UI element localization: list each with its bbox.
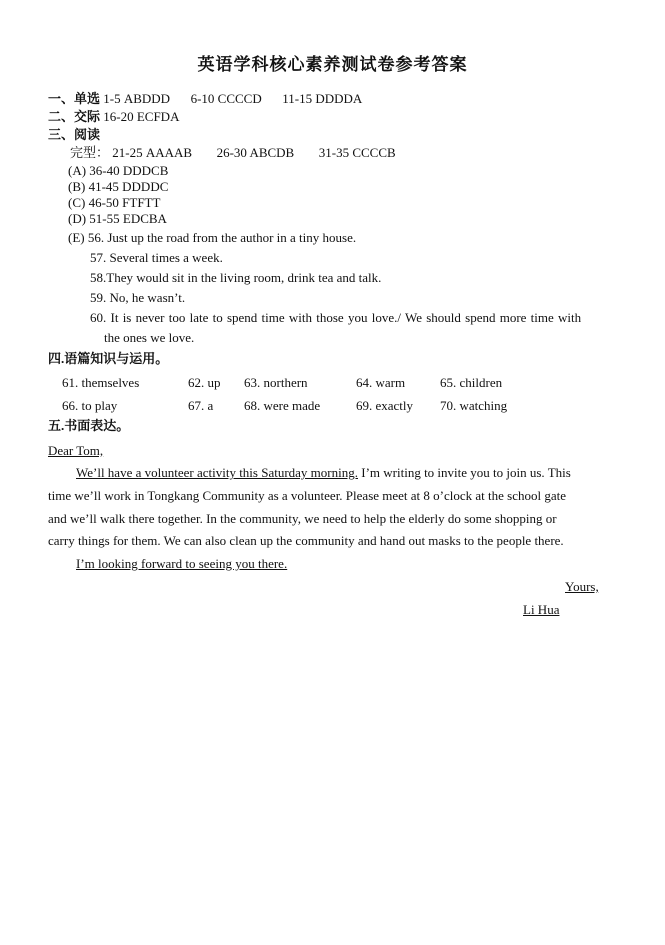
section-5-label: 五.书面表达。 bbox=[48, 418, 130, 433]
letter-closing-sentence: I’m looking forward to seeing you there. bbox=[76, 556, 288, 571]
section-2-label: 二、交际 bbox=[48, 109, 101, 124]
answer-16-20: 16-20 ECFDA bbox=[103, 109, 180, 124]
answer-66: 66. to play bbox=[62, 398, 118, 413]
answer-21-25: 21-25 AAAAB bbox=[112, 145, 193, 160]
letter-closing: Yours, bbox=[565, 579, 599, 594]
letter-line-4: carry things for them. We can also clean up the community and hand out masks to the people there. bbox=[48, 533, 564, 548]
answer-1-5: 1-5 ABDDD bbox=[103, 91, 171, 106]
section-2 bbox=[48, 109, 179, 125]
answer-57: 57. Several times a week. bbox=[90, 250, 223, 265]
answer-65: 65. children bbox=[440, 375, 503, 390]
section-1 bbox=[48, 91, 362, 107]
answer-64: 64. warm bbox=[356, 375, 406, 390]
answer-26-30: 26-30 ABCDB bbox=[216, 145, 295, 160]
section-4-label: 四.语篇知识与运用。 bbox=[48, 351, 169, 366]
reading-b: (B) 41-45 DDDDC bbox=[68, 179, 169, 194]
letter-line-2: time we’ll work in Tongkang Community as a volunteer. Please meet at 8 o’clock at the school gate bbox=[48, 488, 567, 503]
section-1-label: 一、单选 bbox=[48, 91, 101, 106]
reading-e-56: (E) 56. Just up the road from the author in a tiny house. bbox=[68, 230, 357, 245]
answer-6-10: 6-10 CCCCD bbox=[190, 91, 262, 106]
answer-31-35: 31-35 CCCCB bbox=[318, 145, 396, 160]
answer-60-line-2: the ones we love. bbox=[104, 330, 195, 345]
letter-line-1-rest: I’m writing to invite you to join us. This bbox=[358, 465, 571, 480]
answer-11-15: 11-15 DDDDA bbox=[282, 91, 363, 106]
letter-signature: Li Hua bbox=[523, 602, 560, 617]
reading-c: (C) 46-50 FTFTT bbox=[68, 195, 161, 210]
answer-60-line-1: 60. It is never too late to spend time with those you love./ We should spend more time with bbox=[90, 310, 582, 325]
letter-greeting: Dear Tom, bbox=[48, 443, 104, 458]
page-title: 英语学科核心素养测试卷参考答案 bbox=[197, 55, 468, 74]
answer-70: 70. watching bbox=[440, 398, 508, 413]
cloze-answers bbox=[70, 145, 396, 161]
answer-69: 69. exactly bbox=[356, 398, 414, 413]
answer-59: 59. No, he wasn’t. bbox=[90, 290, 186, 305]
answer-63: 63. northern bbox=[244, 375, 308, 390]
answer-67: 67. a bbox=[188, 398, 214, 413]
reading-a: (A) 36-40 DDDCB bbox=[68, 163, 169, 178]
letter-line-3: and we’ll walk there together. In the community, we need to help the elderly do some shopping or bbox=[48, 511, 557, 526]
letter-underlined-sentence: We’ll have a volunteer activity this Saturday morning. bbox=[76, 465, 358, 480]
answer-61: 61. themselves bbox=[62, 375, 140, 390]
cloze-label: 完型： bbox=[70, 145, 110, 160]
section-3-label: 三、阅读 bbox=[48, 127, 101, 142]
answer-58: 58.They would sit in the living room, drink tea and talk. bbox=[90, 270, 382, 285]
answer-68: 68. were made bbox=[244, 398, 321, 413]
reading-d: (D) 51-55 EDCBA bbox=[68, 211, 167, 226]
answer-62: 62. up bbox=[188, 375, 221, 390]
letter-line-1 bbox=[48, 465, 617, 481]
